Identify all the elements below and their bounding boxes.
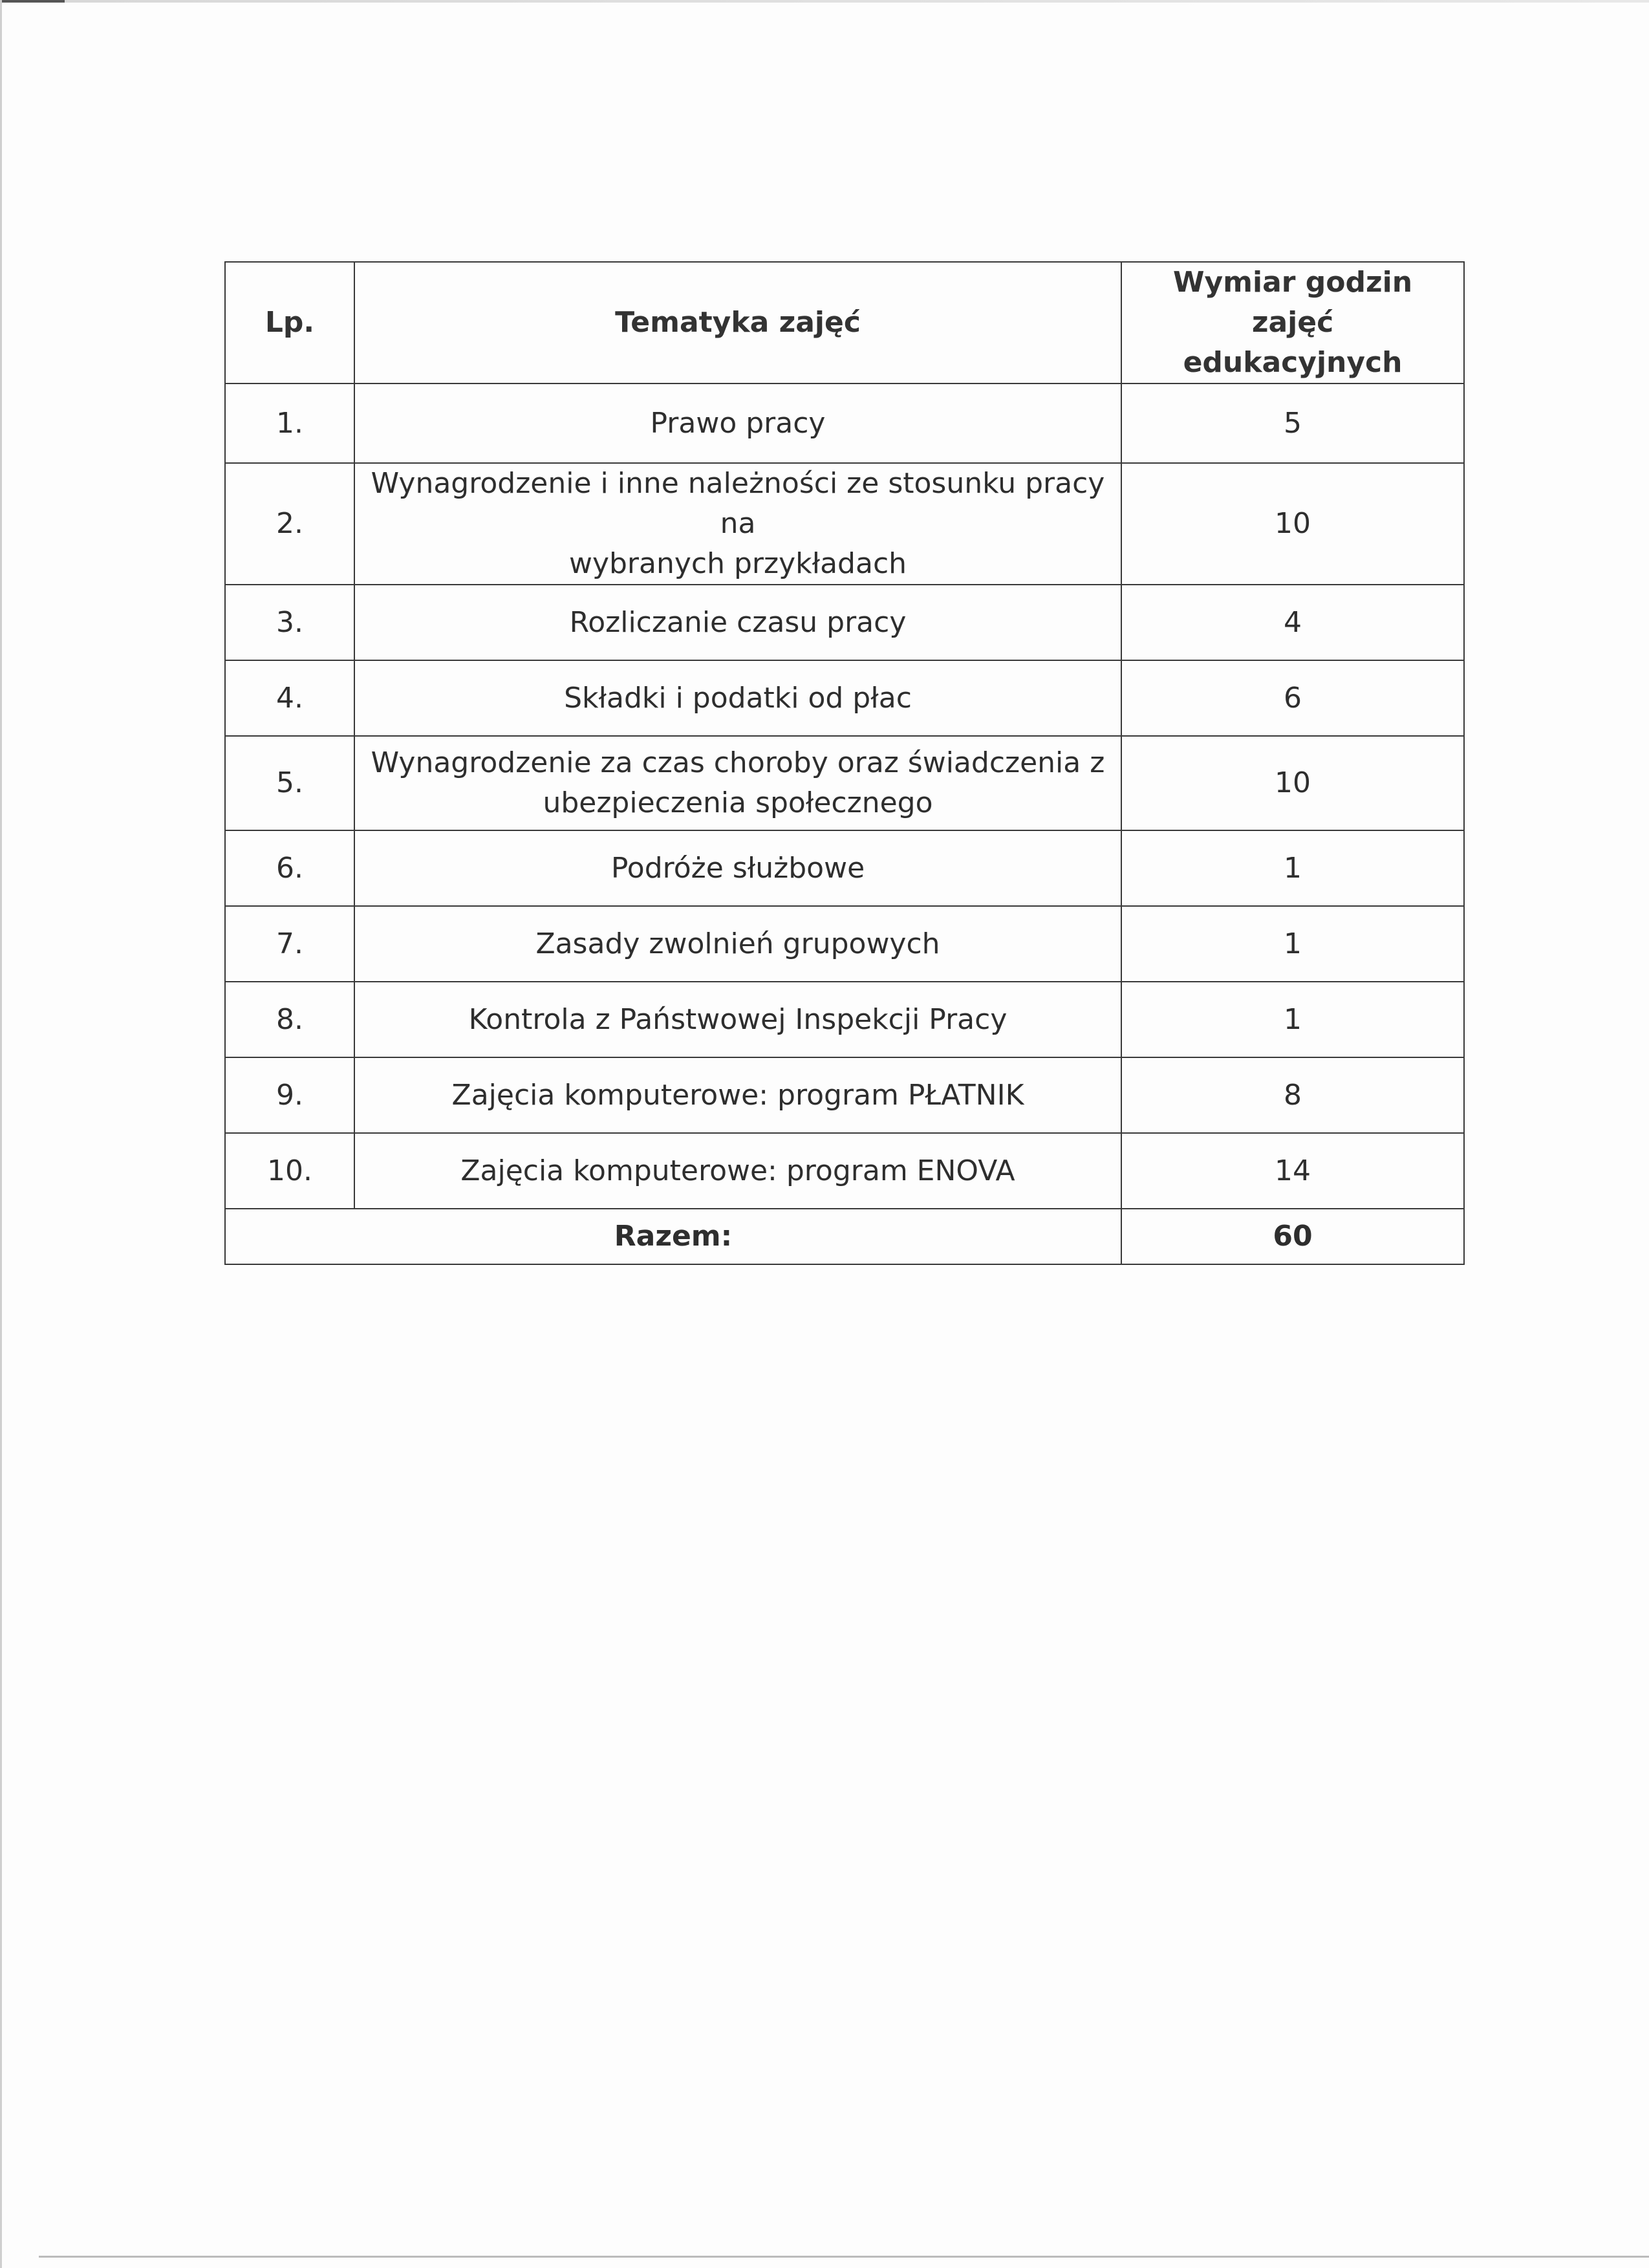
row-hours: 10 — [1121, 463, 1464, 585]
row-topic — [354, 463, 1121, 585]
row-topic: Kontrola z Państwowej Inspekcji Pracy — [354, 982, 1121, 1057]
table-row — [225, 906, 1464, 982]
table-row — [225, 463, 1464, 585]
row-hours: 1 — [1121, 982, 1464, 1057]
table-row — [225, 982, 1464, 1057]
table-header-row — [225, 262, 1464, 383]
scan-edge-top — [0, 0, 1649, 3]
row-hours: 4 — [1121, 585, 1464, 660]
table-row — [225, 1057, 1464, 1133]
table-row — [225, 1133, 1464, 1209]
course-hours-table — [224, 261, 1465, 1265]
header-hours — [1121, 262, 1464, 383]
row-hours: 14 — [1121, 1133, 1464, 1209]
row-lp: 5. — [225, 736, 354, 830]
row-lp: 4. — [225, 660, 354, 736]
row-hours: 10 — [1121, 736, 1464, 830]
table-row — [225, 736, 1464, 830]
row-hours: 8 — [1121, 1057, 1464, 1133]
header-hours-line2: edukacyjnych — [1183, 346, 1403, 379]
row-topic: Składki i podatki od płac — [354, 660, 1121, 736]
row-topic: Zajęcia komputerowe: program ENOVA — [354, 1133, 1121, 1209]
row-lp: 3. — [225, 585, 354, 660]
header-hours-line1: Wymiar godzin zajęć — [1172, 266, 1413, 339]
table-row — [225, 383, 1464, 463]
row-topic: Podróże służbowe — [354, 830, 1121, 906]
table-row — [225, 830, 1464, 906]
row-topic: Rozliczanie czasu pracy — [354, 585, 1121, 660]
row-topic — [354, 736, 1121, 830]
row-topic: Zajęcia komputerowe: program PŁATNIK — [354, 1057, 1121, 1133]
row-hours: 6 — [1121, 660, 1464, 736]
row-topic-line1: Wynagrodzenie i inne należności ze stosunku pracy na — [371, 467, 1105, 540]
row-lp: 7. — [225, 906, 354, 982]
scan-edge-bottom — [39, 2256, 1649, 2258]
header-lp: Lp. — [225, 262, 354, 383]
row-topic-line2: ubezpieczenia społecznego — [543, 786, 933, 819]
row-topic: Zasady zwolnień grupowych — [354, 906, 1121, 982]
total-hours: 60 — [1121, 1209, 1464, 1264]
row-lp: 1. — [225, 383, 354, 463]
row-topic-line1: Wynagrodzenie za czas choroby oraz świadczenia z — [371, 746, 1105, 779]
row-hours: 1 — [1121, 830, 1464, 906]
row-hours: 5 — [1121, 383, 1464, 463]
total-label: Razem: — [225, 1209, 1121, 1264]
table-row — [225, 660, 1464, 736]
total-row — [225, 1209, 1464, 1264]
scan-edge-left — [0, 0, 2, 2268]
table-row — [225, 585, 1464, 660]
row-lp: 10. — [225, 1133, 354, 1209]
row-hours: 1 — [1121, 906, 1464, 982]
header-topic: Tematyka zajęć — [354, 262, 1121, 383]
row-lp: 8. — [225, 982, 354, 1057]
row-topic-line2: wybranych przykładach — [568, 547, 907, 580]
row-lp: 6. — [225, 830, 354, 906]
row-lp: 2. — [225, 463, 354, 585]
row-topic: Prawo pracy — [354, 383, 1121, 463]
row-lp: 9. — [225, 1057, 354, 1133]
